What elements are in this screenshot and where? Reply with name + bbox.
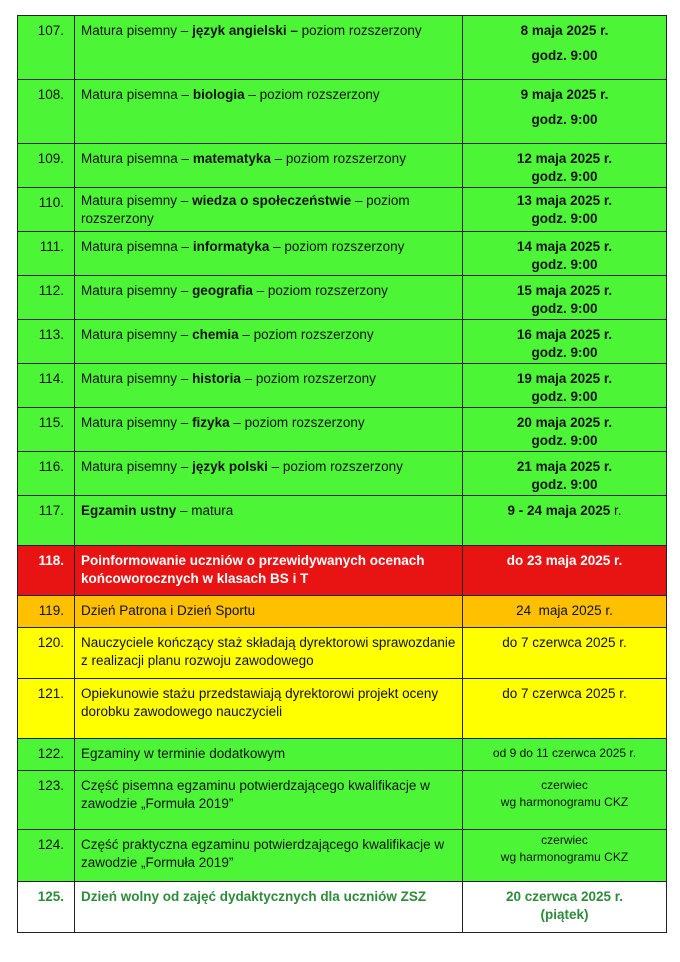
table-row bbox=[18, 679, 667, 739]
event-date: 12 maja 2025 r. godz. 9:00 bbox=[463, 144, 667, 188]
event-date: 9 maja 2025 r. godz. 9:00 bbox=[463, 80, 667, 144]
table-row bbox=[18, 596, 667, 628]
row-number: 112. bbox=[18, 276, 75, 320]
row-number: 120. bbox=[18, 628, 75, 679]
table-row bbox=[18, 882, 667, 933]
row-number: 124. bbox=[18, 830, 75, 882]
event-description: Matura pisemny – język polski – poziom rozszerzony bbox=[75, 452, 463, 496]
event-date: 16 maja 2025 r. godz. 9:00 bbox=[463, 320, 667, 364]
event-date: 20 czerwca 2025 r. (piątek) bbox=[463, 882, 667, 933]
row-number: 125. bbox=[18, 882, 75, 933]
row-number: 119. bbox=[18, 596, 75, 628]
event-description: Matura pisemny – chemia – poziom rozszerzony bbox=[75, 320, 463, 364]
event-date: 24 maja 2025 r. bbox=[463, 596, 667, 628]
row-number: 108. bbox=[18, 80, 75, 144]
event-date: 14 maja 2025 r. godz. 9:00 bbox=[463, 232, 667, 276]
event-date: 15 maja 2025 r. godz. 9:00 bbox=[463, 276, 667, 320]
event-date: do 23 maja 2025 r. bbox=[463, 546, 667, 596]
table-row bbox=[18, 188, 667, 232]
table-row bbox=[18, 320, 667, 364]
event-description: Egzamin ustny – matura bbox=[75, 496, 463, 546]
table-row bbox=[18, 546, 667, 596]
event-date: 9 - 24 maja 2025 r. bbox=[463, 496, 667, 546]
event-date: 19 maja 2025 r. godz. 9:00 bbox=[463, 364, 667, 408]
table-row bbox=[18, 739, 667, 771]
table-row bbox=[18, 80, 667, 144]
table-row bbox=[18, 364, 667, 408]
table-row bbox=[18, 276, 667, 320]
event-description: Dzień Patrona i Dzień Sportu bbox=[75, 596, 463, 628]
row-number: 121. bbox=[18, 679, 75, 739]
row-number: 118. bbox=[18, 546, 75, 596]
table-row bbox=[18, 408, 667, 452]
event-date: od 9 do 11 czerwca 2025 r. bbox=[463, 739, 667, 771]
table-row bbox=[18, 144, 667, 188]
row-number: 114. bbox=[18, 364, 75, 408]
table-row bbox=[18, 232, 667, 276]
table-row bbox=[18, 771, 667, 830]
event-description: Nauczyciele kończący staż składają dyrektorowi sprawozdanie z realizacji planu rozwoju zawodowego bbox=[75, 628, 463, 679]
event-date: 21 maja 2025 r. godz. 9:00 bbox=[463, 452, 667, 496]
event-description: Opiekunowie stażu przedstawiają dyrektorowi projekt oceny dorobku zawodowego nauczycieli bbox=[75, 679, 463, 739]
row-number: 111. bbox=[18, 232, 75, 276]
row-number: 110. bbox=[18, 188, 75, 232]
event-description: Część praktyczna egzaminu potwierdzającego kwalifikacje w zawodzie „Formuła 2019” bbox=[75, 830, 463, 882]
event-date: do 7 czerwca 2025 r. bbox=[463, 628, 667, 679]
row-number: 113. bbox=[18, 320, 75, 364]
event-description: Matura pisemny – fizyka – poziom rozszerzony bbox=[75, 408, 463, 452]
event-description: Matura pisemny – wiedza o społeczeństwie – poziom rozszerzony bbox=[75, 188, 463, 232]
row-number: 122. bbox=[18, 739, 75, 771]
event-description: Matura pisemny – geografia – poziom rozszerzony bbox=[75, 276, 463, 320]
row-number: 109. bbox=[18, 144, 75, 188]
table-row bbox=[18, 452, 667, 496]
event-description: Część pisemna egzaminu potwierdzającego kwalifikacje w zawodzie „Formuła 2019” bbox=[75, 771, 463, 830]
event-date: 20 maja 2025 r. godz. 9:00 bbox=[463, 408, 667, 452]
event-description: Matura pisemna – informatyka – poziom rozszerzony bbox=[75, 232, 463, 276]
event-description: Egzaminy w terminie dodatkowym bbox=[75, 739, 463, 771]
schedule-table bbox=[17, 15, 667, 933]
event-description: Matura pisemny – język angielski – poziom rozszerzony bbox=[75, 16, 463, 80]
event-description: Matura pisemny – historia – poziom rozszerzony bbox=[75, 364, 463, 408]
event-date: czerwiec wg harmonogramu CKZ bbox=[463, 771, 667, 830]
table-row bbox=[18, 496, 667, 546]
event-description: Dzień wolny od zajęć dydaktycznych dla uczniów ZSZ bbox=[75, 882, 463, 933]
row-number: 116. bbox=[18, 452, 75, 496]
table-row bbox=[18, 628, 667, 679]
event-date: 13 maja 2025 r. godz. 9:00 bbox=[463, 188, 667, 232]
table-row bbox=[18, 830, 667, 882]
event-date: czerwiec wg harmonogramu CKZ bbox=[463, 830, 667, 882]
event-description: Poinformowanie uczniów o przewidywanych ocenach końcoworocznych w klasach BS i T bbox=[75, 546, 463, 596]
row-number: 123. bbox=[18, 771, 75, 830]
row-number: 115. bbox=[18, 408, 75, 452]
row-number: 107. bbox=[18, 16, 75, 80]
event-date: do 7 czerwca 2025 r. bbox=[463, 679, 667, 739]
row-number: 117. bbox=[18, 496, 75, 546]
event-description: Matura pisemna – matematyka – poziom rozszerzony bbox=[75, 144, 463, 188]
event-date: 8 maja 2025 r. godz. 9:00 bbox=[463, 16, 667, 80]
table-row bbox=[18, 16, 667, 80]
event-description: Matura pisemna – biologia – poziom rozszerzony bbox=[75, 80, 463, 144]
